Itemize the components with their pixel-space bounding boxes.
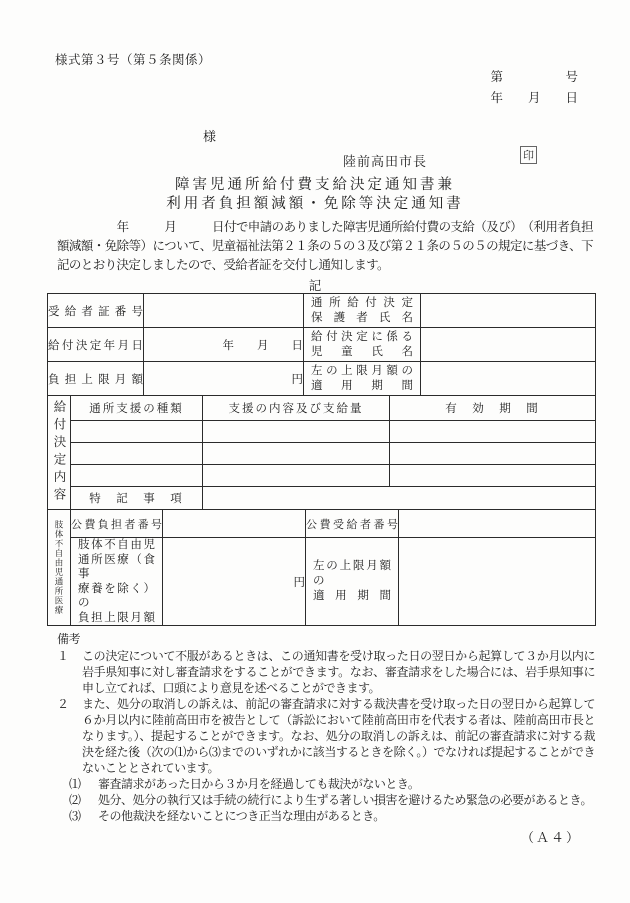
- document-title: [0, 176, 630, 214]
- child-name-label-line2: 児童氏名: [311, 345, 413, 358]
- table-row: [48, 328, 596, 362]
- cap-period-label: [304, 362, 421, 396]
- remark-subitem-3-number: ⑶: [69, 809, 81, 823]
- valid-period-header: 有 効 期 間: [390, 396, 596, 421]
- child-name-value: [421, 328, 596, 362]
- remark-item-2: [57, 696, 595, 776]
- table-row: [48, 465, 596, 487]
- remarks-heading: 備考: [57, 632, 81, 646]
- monthly-cap-label: 負担上限月額: [48, 362, 144, 396]
- remark-subitem-2-number: ⑵: [69, 793, 81, 807]
- medical-cap-period-label: [306, 538, 399, 626]
- parent-name-label-line1: 通所給付決定: [311, 296, 413, 309]
- public-recipient-number-boxes: [399, 510, 596, 538]
- remark-item-2-number: ２: [57, 697, 69, 711]
- benefit-side-cell: [48, 396, 71, 510]
- special-notes-value: [203, 487, 596, 510]
- remark-subitem-2: [69, 792, 595, 808]
- seal-character: 印: [523, 150, 534, 162]
- cap-period-label-line1: 左の上限月額の: [311, 364, 413, 377]
- public-recipient-number-label: 公費受給者番号: [306, 510, 399, 538]
- decision-date-value: 年 月 日: [144, 328, 304, 362]
- table-row: [48, 396, 596, 421]
- support-content-value: [203, 443, 390, 465]
- remark-item-1-number: １: [57, 649, 69, 663]
- remark-subitem-3: [69, 808, 595, 824]
- cap-period-value: [421, 362, 596, 396]
- medical-cap-label-line4: 負担上限月額: [78, 611, 155, 624]
- table-row: [48, 538, 596, 626]
- parent-name-label-line2: 保護者氏名: [311, 311, 413, 324]
- cap-period-label-line2: 適用期間: [311, 379, 413, 392]
- support-type-value: [71, 465, 203, 487]
- addressee-suffix: 様: [203, 129, 217, 144]
- decision-date-label: 給付決定年月日: [48, 328, 144, 362]
- medical-cap-label-line3: 療養を除く）の: [78, 582, 155, 609]
- remark-subitem-1-number: ⑴: [69, 777, 81, 791]
- remark-subitem-2-text: 処分、処分の執行又は手続の続行により生ずる著しい損害を避けるため緊急の必要があるとき。: [98, 793, 593, 807]
- table-row: [48, 510, 596, 538]
- public-payer-number-label: 公費負担者番号: [71, 510, 163, 538]
- title-line-2: 利用者負担額減額・免除等決定通知書: [166, 196, 464, 212]
- medical-side-label: 肢体不自由児通所医療: [54, 520, 64, 615]
- remark-subitem-1-text: 審査請求があった日から３か月を経過しても裁決がないとき。: [98, 777, 420, 791]
- table-row: [48, 487, 596, 510]
- ki-label: 記: [308, 279, 322, 293]
- table-row: [48, 443, 596, 465]
- valid-period-value: [390, 465, 596, 487]
- date-line: 年 月 日: [490, 91, 578, 105]
- remarks-section: [47, 631, 595, 824]
- form-number: 様式第３号（第５条関係）: [55, 53, 212, 67]
- medical-cap-period-label-line1: 左の上限月額の: [313, 560, 391, 587]
- medical-cap-label: [71, 538, 163, 626]
- table-row: [48, 421, 596, 443]
- table-row: [48, 362, 596, 396]
- medical-cap-period-value: [399, 538, 596, 626]
- special-notes-label: 特 記 事 項: [71, 487, 203, 510]
- remark-subitem-1: [69, 776, 595, 792]
- public-payer-number-boxes: [163, 510, 306, 538]
- title-line-1: 障害児通所給付費支給決定通知書兼: [175, 177, 455, 193]
- recipient-cert-number-boxes: [144, 294, 304, 328]
- paper-size-note: （Ａ４）: [520, 830, 581, 845]
- issuer-name: 陸前高田市長: [343, 154, 428, 169]
- form-body: [47, 293, 595, 846]
- body-paragraph: 年 月 日付で申請のありました障害児通所給付費の支給（及び） （利用者負担額減額・免除等）について、児童福祉法第２１条の５の３及び第２１条の５の５の規定に基づき、下記のとおり決定しましたので、受給者証を交付し通知します。: [57, 220, 593, 272]
- seal-box: [520, 146, 537, 164]
- medical-cap-period-label-line2: 適用期間: [313, 590, 391, 602]
- medical-table: [47, 509, 596, 626]
- recipient-cert-number-label: 受給者証番号: [48, 294, 144, 328]
- support-type-header: 通所支援の種類: [71, 396, 203, 421]
- medical-cap-label-line1: 肢体不自由児: [78, 539, 155, 551]
- valid-period-value: [390, 421, 596, 443]
- child-name-label: [304, 328, 421, 362]
- support-type-value: [71, 421, 203, 443]
- parent-name-label: [304, 294, 421, 328]
- remark-subitem-3-text: その他裁決を経ないことにつき正当な理由があるとき。: [98, 809, 385, 823]
- doc-number-line: 第 号: [490, 70, 578, 84]
- benefit-table: [47, 395, 596, 510]
- monthly-cap-unit: 円: [144, 362, 304, 396]
- valid-period-value: [390, 443, 596, 465]
- support-content-header: 支援の内容及び支給量: [203, 396, 390, 421]
- support-content-value: [203, 465, 390, 487]
- upper-table: [47, 293, 596, 396]
- remark-item-1: [57, 648, 595, 696]
- medical-cap-unit: 円: [163, 538, 306, 626]
- benefit-side-label: 給付決定内容: [52, 400, 66, 505]
- remark-item-1-text: この決定について不服があるときは、この通知書を受け取った日の翌日から起算して３か月以内に岩手県知事に対し審査請求をすることができます。なお、審査請求をした場合には、岩手県知事に申し立てれば、口頭により意見を述べることができます。: [82, 649, 595, 695]
- doc-meta: [490, 67, 578, 109]
- medical-cap-label-line2: 通所医療（食事: [78, 553, 155, 580]
- child-name-label-line1: 給付決定に係る: [311, 330, 413, 343]
- parent-name-value: [421, 294, 596, 328]
- support-type-value: [71, 443, 203, 465]
- table-row: [48, 294, 596, 328]
- remark-item-2-text: また、処分の取消しの訴えは、前記の審査請求に対する裁決書を受け取った日の翌日から起算して６か月以内に陸前高田市を被告として（訴訟において陸前高田市を代表する者は、陸前高田市長となります。）、提起することができます。なお、処分の取消しの訴えは、前記の審査請求に対する裁決を経た後（次の⑴から⑶までのいずれかに該当するときを除く。）でなければ提起することができないこととされています。: [82, 697, 595, 775]
- support-content-value: [203, 421, 390, 443]
- medical-side-cell: [48, 510, 71, 626]
